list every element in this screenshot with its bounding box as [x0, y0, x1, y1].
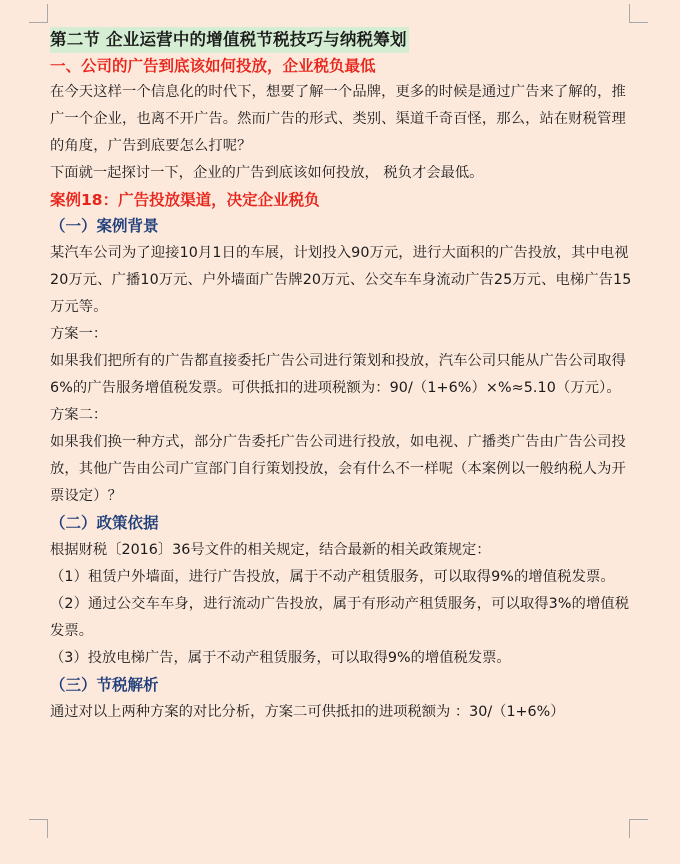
crop-mark-top-right — [629, 4, 648, 23]
background-paragraph: 某汽车公司为了迎接10月1日的车展，计划投入90万元，进行大面积的广告投放，其中电视20万元、广播10万元、户外墙面广告牌20万元、公交车车身流动广告25万元、电梯广告15万元等。 — [50, 245, 632, 315]
plan1-paragraph: 如果我们把所有的广告都直接委托广告公司进行策划和投放，汽车公司只能从广告公司取得6%的广告服务增值税发票。可供抵扣的进项税额为：90/（1+6%）×%≈5.10（万元）。 — [50, 353, 626, 396]
policy-item-3: （3）投放电梯广告，属于不动产租赁服务，可以取得9%的增值税发票。 — [50, 650, 511, 666]
plan2-paragraph: 如果我们换一种方式，部分广告委托广告公司进行投放，如电视、广播类广告由广告公司投放，其他广告由公司广宣部门自行策划投放，会有什么不一样呢（本案例以一般纳税人为开票设定）？ — [50, 434, 626, 504]
policy-item-2: （2）通过公交车车身，进行流动广告投放，属于有形动产租赁服务，可以取得3%的增值税发票。 — [50, 596, 630, 639]
document-body — [50, 27, 636, 726]
intro-paragraph: 在今天这样一个信息化的时代下，想要了解一个品牌，更多的时候是通过广告来了解的，推广一个企业，也离不开广告。然而广告的形式、类别、渠道千奇百怪，那么，站在财税管理的角度，广告到底要怎么打呢？ — [50, 84, 626, 154]
subheading-background: （一）案例背景 — [50, 217, 159, 235]
analysis-line: 通过对以上两种方案的对比分析，方案二可供抵扣的进项税额为 ：30/（1+6%） — [50, 704, 565, 720]
policy-item-1: （1）租赁户外墙面，进行广告投放，属于不动产租赁服务，可以取得9%的增值税发票。 — [50, 569, 615, 585]
page-title: 第二节 企业运营中的增值税节税技巧与纳税筹划 — [50, 27, 409, 53]
plan1-label: 方案一： — [50, 326, 108, 342]
subheading-analysis: （三）节税解析 — [50, 676, 159, 694]
policy-intro: 根据财税〔2016〕36号文件的相关规定，结合最新的相关政策规定： — [50, 542, 491, 558]
section-heading-ads: 一、公司的广告到底该如何投放，企业税负最低 — [50, 57, 376, 75]
subheading-policy: （二）政策依据 — [50, 514, 159, 532]
case-heading: 案例18：广告投放渠道，决定企业税负 — [50, 191, 320, 209]
crop-mark-top-left — [29, 4, 48, 23]
plan2-label: 方案二： — [50, 407, 108, 423]
crop-mark-bottom-right — [629, 819, 648, 838]
crop-mark-bottom-left — [29, 819, 48, 838]
intro-followup: 下面就一起探讨一下，企业的广告到底该如何投放， 税负才会最低。 — [50, 165, 484, 181]
